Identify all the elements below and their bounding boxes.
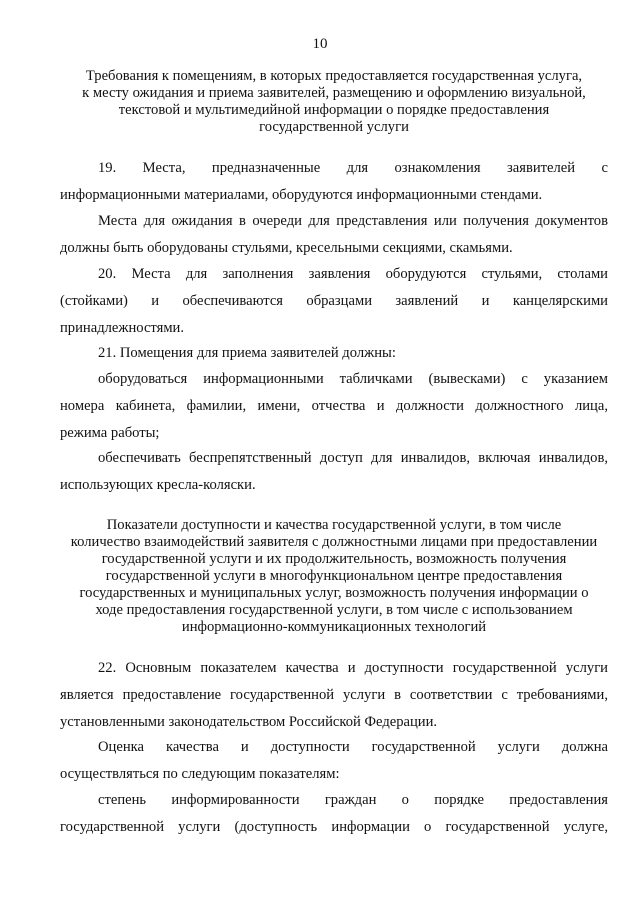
text-line: принадлежностями. [60, 320, 185, 336]
text-line: оборудоваться информационными табличками (вывесками) с указанием [98, 371, 608, 387]
paragraph-22-evaluation [60, 734, 608, 788]
heading-line: текстовой и мультимедийной информации о порядке предоставления [118, 102, 550, 118]
paragraph-21 [60, 340, 608, 367]
heading-line: к месту ожидания и приема заявителей, размещению и оформлению визуальной, [82, 85, 586, 101]
paragraph-19 [60, 155, 608, 209]
text-line: информационными материалами, оборудуются информационными стендами. [60, 187, 543, 203]
section-heading-indicators [60, 517, 608, 636]
text-line: Места для ожидания в очереди для представления или получения документов [98, 213, 608, 229]
paragraph-20 [60, 261, 608, 342]
heading-line: государственной услуги в многофункциональном центре предоставления [105, 568, 563, 584]
heading-line: информационно-коммуникационных технологий [181, 619, 487, 635]
text-line: режима работы; [60, 425, 160, 441]
text-line: государственной услуги (доступность информации о государственной услуге, [60, 819, 608, 835]
text-line: осуществляться по следующим показателям: [60, 766, 340, 782]
paragraph-19-waiting [60, 208, 608, 262]
text-line: (стойками) и обеспечиваются образцами заявлений и канцелярскими [60, 293, 608, 309]
text-line: должны быть оборудованы стульями, кресельными секциями, скамьями. [60, 240, 513, 256]
heading-line: государственной услуги [259, 119, 409, 135]
text-line: 21. Помещения для приема заявителей должны: [98, 345, 396, 361]
text-line: установленными законодательством Российской Федерации. [60, 714, 438, 730]
heading-line: ходе предоставления государственной услуги, в том числе с использованием [95, 602, 573, 618]
page-number: 10 [312, 36, 328, 52]
text-line: 19. Места, предназначенные для ознакомления заявителей с [98, 160, 608, 176]
text-line: обеспечивать беспрепятственный доступ для инвалидов, включая инвалидов, [98, 450, 608, 466]
text-line: Оценка качества и доступности государственной услуги должна [98, 739, 608, 755]
heading-line: государственной услуги и их продолжительность, возможность получения [101, 551, 567, 567]
text-line: номера кабинета, фамилии, имени, отчества и должности должностного лица, [60, 398, 608, 414]
heading-line: количество взаимодействий заявителя с должностными лицами при предоставлении [70, 534, 598, 550]
heading-line: Показатели доступности и качества государственной услуги, в том числе [106, 517, 562, 533]
heading-line: Требования к помещениям, в которых предоставляется государственная услуга, [85, 68, 583, 84]
text-line: 20. Места для заполнения заявления оборудуются стульями, столами [98, 266, 608, 282]
paragraph-21-signs [60, 366, 608, 447]
text-line: является предоставление государственной услуги в соответствии с требованиями, [60, 687, 608, 703]
text-line: использующих кресла-коляски. [60, 477, 256, 493]
section-heading-premises [60, 68, 608, 136]
paragraph-21-access [60, 445, 608, 499]
paragraph-22-awareness [60, 787, 608, 841]
heading-line: государственных и муниципальных услуг, возможность получения информации о [79, 585, 589, 601]
text-line: 22. Основным показателем качества и доступности государственной услуги [98, 660, 608, 676]
text-line: степень информированности граждан о порядке предоставления [98, 792, 608, 808]
paragraph-22 [60, 655, 608, 736]
